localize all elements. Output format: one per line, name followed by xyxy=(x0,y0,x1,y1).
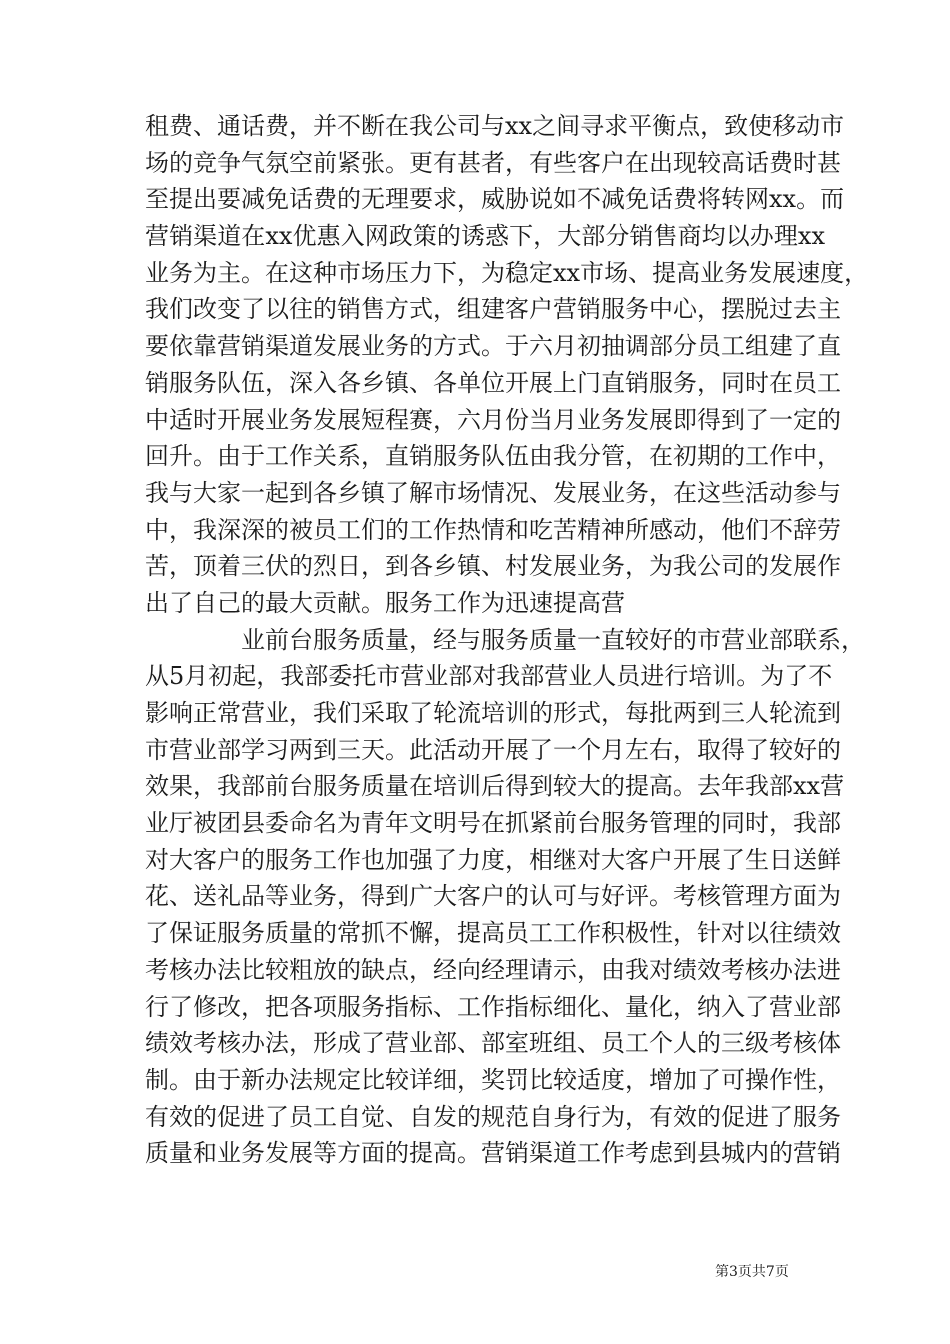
text-line: 营销渠道在xx优惠入网政策的诱惑下，大部分销售商均以办理xx xyxy=(145,222,825,251)
text-line: 回升。由于工作关系，直销服务队伍由我分管，在初期的工作中， xyxy=(145,442,841,471)
text-line: 至提出要减免话费的无理要求，威胁说如不减免话费将转网xx。而 xyxy=(145,185,845,214)
text-line: 场的竞争气氛空前紧张。更有甚者，有些客户在出现较高话费时甚 xyxy=(145,148,841,177)
body-text xyxy=(145,108,869,1172)
text-line: 业厅被团县委命名为青年文明号在抓紧前台服务管理的同时，我部 xyxy=(145,809,841,838)
text-line: 制。由于新办法规定比较详细，奖罚比较适度，增加了可操作性， xyxy=(145,1065,841,1094)
text-line: 我们改变了以往的销售方式，组建客户营销服务中心，摆脱过去主 xyxy=(145,295,841,324)
text-line: 中适时开展业务发展短程赛，六月份当月业务发展即得到了一定的 xyxy=(145,405,841,434)
text-line: 绩效考核办法，形成了营业部、部室班组、员工个人的三级考核体 xyxy=(145,1029,841,1058)
text-line: 行了修改，把各项服务指标、工作指标细化、量化，纳入了营业部 xyxy=(145,992,841,1021)
text-line: 有效的促进了员工自觉、自发的规范自身行为，有效的促进了服务 xyxy=(145,1102,841,1131)
text-line: 销服务队伍，深入各乡镇、各单位开展上门直销服务，同时在员工 xyxy=(145,368,841,397)
text-line: 我与大家一起到各乡镇了解市场情况、发展业务，在这些活动参与 xyxy=(145,478,841,507)
text-line: 业务为主。在这种市场压力下，为稳定xx市场、提高业务发展速度， xyxy=(145,258,869,287)
text-line: 租费、通话费，并不断在我公司与xx之间寻求平衡点，致使移动市 xyxy=(145,112,845,140)
text-line: 影响正常营业，我们采取了轮流培训的形式，每批两到三人轮流到 xyxy=(145,699,841,727)
paragraph-2 xyxy=(145,622,865,1172)
text-line: 要依靠营销渠道发展业务的方式。于六月初抽调部分员工组建了直 xyxy=(145,332,841,361)
text-line: 对大客户的服务工作也加强了力度，相继对大客户开展了生日送鲜 xyxy=(145,845,841,874)
text-line: 效果，我部前台服务质量在培训后得到较大的提高。去年我部xx营 xyxy=(145,772,845,801)
text-line: 质量和业务发展等方面的提高。营销渠道工作考虑到县城内的营销 xyxy=(145,1139,841,1168)
text-line: 了保证服务质量的常抓不懈，提高员工工作积极性，针对以往绩效 xyxy=(145,919,841,948)
text-line: 出了自己的最大贡献。服务工作为迅速提高营 xyxy=(145,588,625,617)
page-number: 第3页共7页 xyxy=(715,1264,789,1280)
text-line: 从5月初起，我部委托市营业部对我部营业人员进行培训。为了不 xyxy=(145,662,833,691)
text-line: 考核办法比较粗放的缺点，经向经理请示，由我对绩效考核办法进 xyxy=(145,955,841,984)
text-line: 市营业部学习两到三天。此活动开展了一个月左右，取得了较好的 xyxy=(145,735,841,764)
text-line: 花、送礼品等业务，得到广大客户的认可与好评。考核管理方面为 xyxy=(145,882,841,911)
text-line: 中，我深深的被员工们的工作热情和吃苦精神所感动，他们不辞劳 xyxy=(145,515,841,544)
paragraph-1 xyxy=(145,108,869,622)
text-line: 业前台服务质量，经与服务质量一直较好的市营业部联系， xyxy=(241,625,865,654)
text-line: 苦，顶着三伏的烈日，到各乡镇、村发展业务，为我公司的发展作 xyxy=(145,552,841,581)
